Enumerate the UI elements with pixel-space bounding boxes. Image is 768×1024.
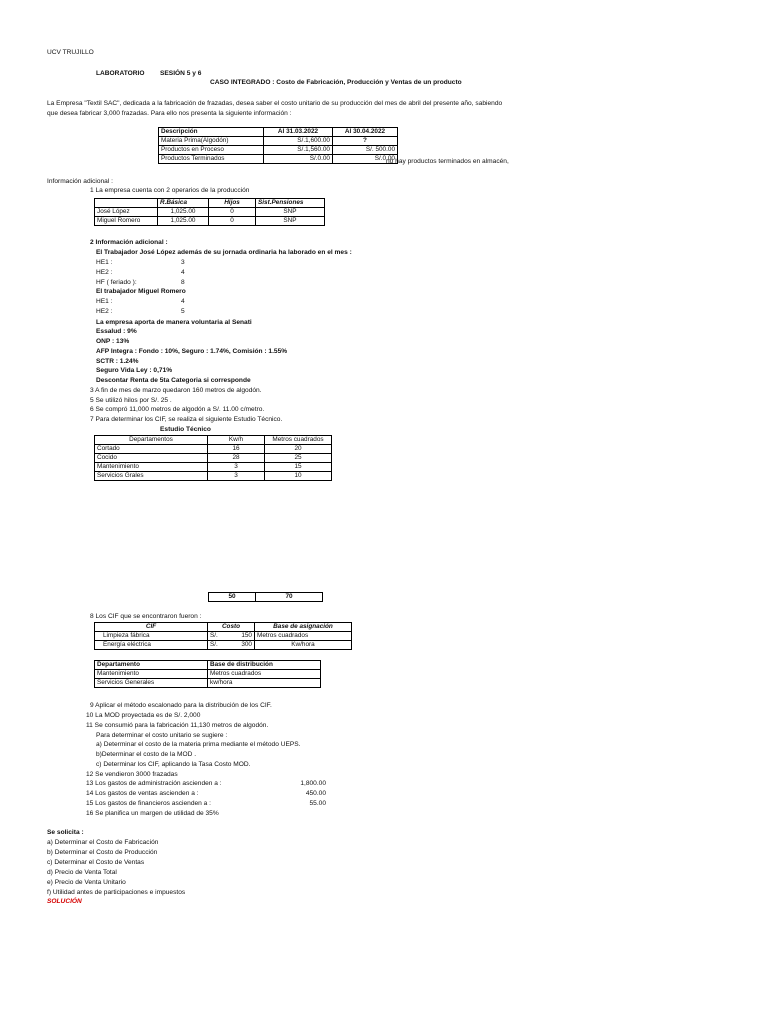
total-m2: 70	[256, 593, 323, 602]
item-5: 5 Se utilizó hilos por S/. 25 .	[90, 397, 172, 404]
table-row	[159, 146, 398, 155]
workers-cell: Miguel Romero	[95, 217, 158, 226]
item-15: 15 Los gastos de financieros ascienden a :	[86, 800, 211, 807]
hour-label: HE2 :	[96, 269, 113, 276]
requested-title: Se solicita :	[47, 829, 84, 836]
study-cell: 20	[265, 445, 332, 454]
distribution-cell: Metros cuadrados	[208, 670, 321, 679]
hour-label: HE1 :	[96, 259, 113, 266]
item-10: 10 La MOD proyectada es de S/. 2,000	[86, 712, 201, 719]
inventory-cell: S/.0.00	[264, 155, 333, 164]
item-14: 14 Los gastos de ventas ascienden a :	[86, 790, 199, 797]
inventory-cell: S/.1,560.00	[264, 146, 333, 155]
cif-cost: 150	[229, 632, 255, 641]
suggestion-b: b)Determinar el costo de la MOD .	[96, 751, 197, 758]
school-name: UCV TRUJILLO	[47, 49, 94, 56]
study-cell: 28	[208, 454, 265, 463]
miguel-title: El trabajador Miguel Romero	[96, 288, 186, 295]
table-row	[95, 679, 321, 688]
table-row	[95, 217, 325, 226]
cif-header: Costo	[208, 623, 255, 632]
contrib-line: Essalud : 9%	[96, 328, 137, 335]
table-row	[209, 593, 323, 602]
workers-cell: 0	[209, 217, 256, 226]
intro-line-2: que desea fabricar 3,000 frazadas. Para ello nos presenta la siguiente información :	[47, 110, 292, 117]
distribution-header: Departamento	[95, 661, 208, 670]
session-label: SESIÓN 5 y 6	[160, 70, 202, 77]
study-cell: 3	[208, 463, 265, 472]
workers-cell: 0	[209, 208, 256, 217]
table-row	[95, 641, 352, 650]
inventory-cell: Productos Terminados	[159, 155, 264, 164]
item-3: 3 A fin de mes de marzo quedaron 160 metros de algodón.	[90, 387, 262, 394]
item-6: 6 Se compró 11,000 metros de algodón a S/. 11.00 c/metro.	[90, 406, 265, 413]
workers-header: Hijos	[209, 199, 256, 208]
requested-item: b) Determinar el Costo de Producción	[47, 849, 158, 856]
workers-header: Sist.Pensiones	[256, 199, 325, 208]
hour-value: 5	[181, 308, 185, 315]
distribution-header: Base de distribución	[208, 661, 321, 670]
distribution-cell: Servicios Generales	[95, 679, 208, 688]
cif-cell: Metros cuadrados	[255, 632, 352, 641]
lab-label: LABORATORIO	[96, 70, 145, 77]
sales-expense-value: 450.00	[305, 790, 326, 797]
item-9: 9 Aplicar el método escalonado para la distribución de los CIF.	[90, 702, 272, 709]
table-row	[95, 208, 325, 217]
cif-header: CIF	[95, 623, 208, 632]
study-cell: Servicios Grales	[95, 472, 208, 481]
contrib-line: Descontar Renta de 5ta Categoria si corresponde	[96, 377, 251, 384]
table-row	[95, 463, 332, 472]
contrib-line: La empresa aporta de manera voluntaria al Senati	[96, 319, 252, 326]
item-11: 11 Se consumió para la fabricación 11,130 metros de algodón.	[86, 722, 269, 729]
study-cell: Mantenimiento	[95, 463, 208, 472]
additional-title: Información adicional :	[47, 178, 113, 185]
workers-table	[94, 198, 325, 226]
item-12: 12 Se vendieron 3000 frazadas	[86, 771, 178, 778]
study-header: Departamentos	[95, 436, 208, 445]
inventory-cell: S/. 500.00	[333, 146, 398, 155]
requested-item: f) Utilidad antes de participaciones e impuestos	[47, 889, 186, 896]
study-cell: 10	[265, 472, 332, 481]
requested-item: c) Determinar el Costo de Ventas	[47, 859, 145, 866]
cif-currency: S/.	[208, 632, 229, 641]
study-cell: 25	[265, 454, 332, 463]
hour-value: 3	[181, 259, 185, 266]
hour-value: 4	[181, 298, 185, 305]
suggestion-title: Para determinar el costo unitario se sugiere :	[96, 732, 228, 739]
cif-table	[94, 622, 352, 650]
total-kwh: 50	[209, 593, 256, 602]
workers-cell: José López	[95, 208, 158, 217]
inventory-header: Al 31.03.2022	[264, 128, 333, 137]
inventory-cell: S/.0.00	[333, 155, 398, 164]
cif-cost: 300	[229, 641, 255, 650]
distribution-table	[94, 660, 321, 688]
table-row	[159, 137, 398, 146]
workers-header: R.Básica	[158, 199, 209, 208]
study-cell: 15	[265, 463, 332, 472]
study-header: Metros cuadrados	[265, 436, 332, 445]
hour-label: HE1 :	[96, 298, 113, 305]
workers-cell: 1,025.00	[158, 217, 209, 226]
table-row	[95, 632, 352, 641]
workers-cell: SNP	[256, 217, 325, 226]
contrib-line: ONP : 13%	[96, 338, 130, 345]
table-row	[95, 670, 321, 679]
item-1: 1 La empresa cuenta con 2 operarios de la producción	[90, 187, 250, 194]
distribution-cell: kw/hora	[208, 679, 321, 688]
inventory-cell: S/.1,600.00	[264, 137, 333, 146]
intro-line-1: La Empresa "Textil SAC", dedicada a la fabricación de frazadas, desea saber el costo unitario de su producción del mes de abril del presente año, sabiendo	[47, 100, 503, 107]
inventory-cell: Productos en Proceso	[159, 146, 264, 155]
cif-header: Base de asignación	[255, 623, 352, 632]
inventory-note: no hay productos terminados en almacén,	[386, 158, 509, 165]
solution-label: SOLUCIÓN	[47, 898, 82, 905]
cif-cell: Kw/hora	[255, 641, 352, 650]
contrib-line: AFP Integra : Fondo : 10%, Seguro : 1.74%, Comisión : 1.55%	[96, 348, 288, 355]
study-title: Estudio Técnico	[160, 426, 211, 433]
table-row	[159, 155, 398, 164]
suggestion-c: c) Determinar los CIF, aplicando la Tasa Costo MOD.	[96, 761, 251, 768]
cif-cell: Limpieza fábrica	[95, 632, 208, 641]
item-2-title: 2 Información adicional :	[90, 239, 168, 246]
requested-item: d) Precio de Venta Total	[47, 869, 117, 876]
study-totals-table	[208, 592, 323, 602]
financial-expense-value: 55.00	[309, 800, 326, 807]
requested-item: e) Precio de Venta Unitario	[47, 879, 126, 886]
study-cell: Cocido	[95, 454, 208, 463]
admin-expense-value: 1,800.00	[300, 780, 326, 787]
study-cell: Cortado	[95, 445, 208, 454]
item-16: 16 Se planifica un margen de utilidad de 35%	[86, 810, 219, 817]
case-title: CASO INTEGRADO : Costo de Fabricación, Producción y Ventas de un producto	[210, 79, 462, 86]
workers-cell: SNP	[256, 208, 325, 217]
inventory-header: Descripción	[159, 128, 264, 137]
cif-intro: 8 Los CIF que se encontraron fueron :	[90, 613, 202, 620]
hour-label: HF ( feriado ):	[96, 279, 137, 286]
inventory-header: Al 30.04.2022	[333, 128, 398, 137]
table-row	[95, 445, 332, 454]
item-7: 7 Para determinar los CIF, se realiza el siguiente Estudio Técnico.	[90, 416, 283, 423]
cif-currency: S/.	[208, 641, 229, 650]
distribution-cell: Mantenimiento	[95, 670, 208, 679]
requested-item: a) Determinar el Costo de Fabricación	[47, 839, 159, 846]
workers-header	[95, 199, 158, 208]
inventory-table	[158, 127, 398, 164]
suggestion-a: a) Determinar el costo de la materia prima mediante el método UEPS.	[96, 741, 301, 748]
inventory-cell: Materia Prima(Algodón)	[159, 137, 264, 146]
study-cell: 3	[208, 472, 265, 481]
hour-value: 4	[181, 269, 185, 276]
contrib-line: Seguro Vida Ley : 0,71%	[96, 367, 173, 374]
table-row	[95, 454, 332, 463]
hour-label: HE2 :	[96, 308, 113, 315]
study-table	[94, 435, 332, 481]
study-header: Kw/h	[208, 436, 265, 445]
cif-cell: Energía eléctrica	[95, 641, 208, 650]
item-13: 13 Los gastos de administración ascienden a :	[86, 780, 222, 787]
item-2-subtitle: El Trabajador José López además de su jornada ordinaria ha laborado en el mes :	[96, 249, 352, 256]
study-cell: 16	[208, 445, 265, 454]
workers-cell: 1,025.00	[158, 208, 209, 217]
inventory-cell: ?	[333, 137, 398, 146]
hour-value: 8	[181, 279, 185, 286]
contrib-line: SCTR : 1.24%	[96, 358, 139, 365]
table-row	[95, 472, 332, 481]
